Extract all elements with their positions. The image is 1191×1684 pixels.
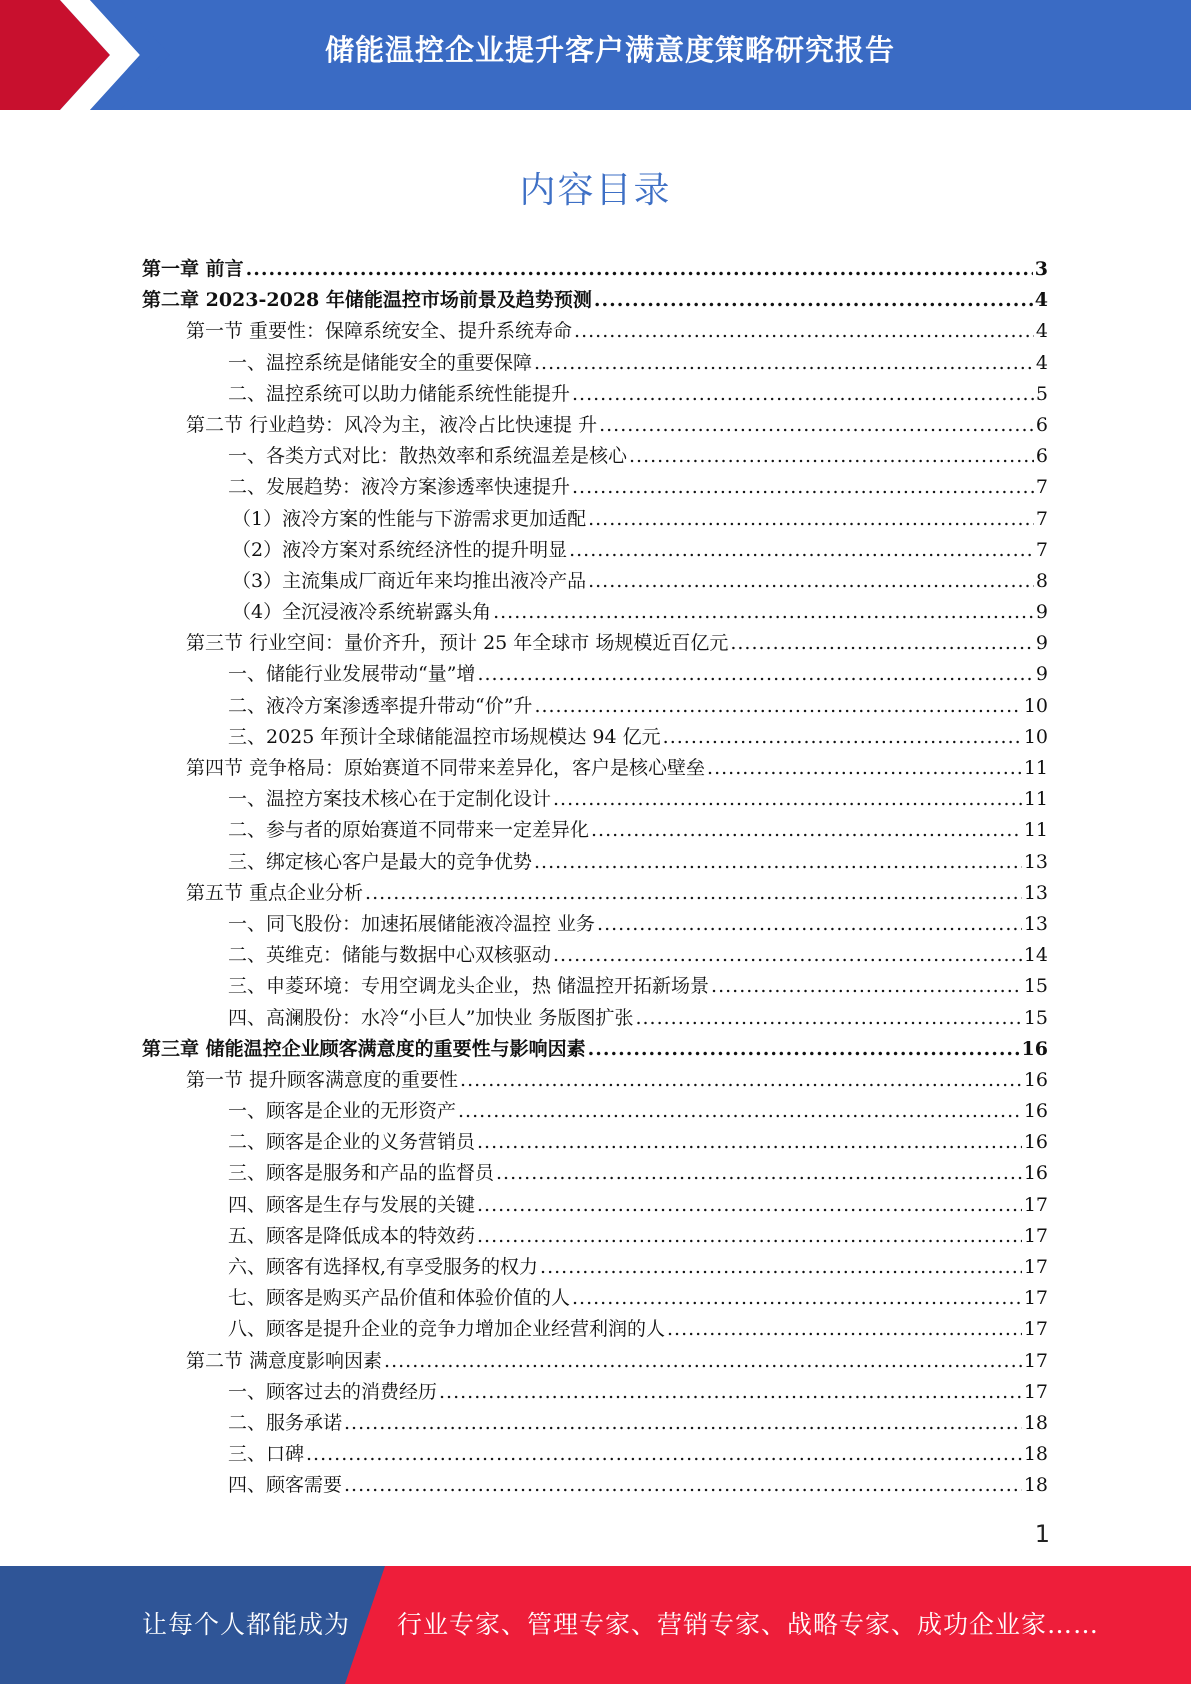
toc-leader-dots bbox=[572, 379, 1034, 410]
toc-leader-dots bbox=[629, 441, 1034, 472]
toc-entry-label: 第一章 前言 bbox=[142, 258, 244, 280]
toc-entry-page: 18 bbox=[1023, 1443, 1048, 1466]
page-footer bbox=[0, 1566, 1191, 1684]
toc-entry[interactable] bbox=[142, 1221, 1048, 1252]
toc-entry-page: 7 bbox=[1035, 507, 1048, 530]
toc-leader-dots bbox=[711, 971, 1022, 1002]
toc-entry-page: 7 bbox=[1035, 538, 1048, 561]
toc-entry-label: 第二节 满意度影响因素 bbox=[186, 1349, 383, 1372]
toc-entry-page: 17 bbox=[1023, 1287, 1048, 1310]
toc-leader-dots bbox=[534, 847, 1022, 878]
toc-entry[interactable] bbox=[142, 1003, 1048, 1034]
toc-entry-label: 六、顾客有选择权,有享受服务的权力 bbox=[228, 1256, 539, 1278]
toc-heading: 内容目录 bbox=[519, 170, 672, 211]
toc-entry[interactable] bbox=[142, 1252, 1048, 1283]
toc-entry[interactable] bbox=[142, 659, 1048, 690]
toc-entry-page: 16 bbox=[1023, 1068, 1048, 1091]
toc-entry-label: 三、顾客是服务和产品的监督员 bbox=[228, 1162, 495, 1185]
toc-leader-dots bbox=[384, 1346, 1022, 1377]
toc-entry[interactable] bbox=[142, 597, 1048, 628]
toc-entry-page: 6 bbox=[1035, 413, 1048, 436]
toc-entry[interactable] bbox=[142, 1346, 1048, 1377]
toc-entry-label: 四、顾客是生存与发展的关键 bbox=[228, 1193, 476, 1216]
toc-entry-label: 四、高澜股份：水冷“小巨人”加快业 务版图扩张 bbox=[228, 1006, 634, 1029]
page-header bbox=[0, 0, 1191, 110]
toc-entry[interactable] bbox=[142, 410, 1048, 441]
toc-entry-label: 一、顾客过去的消费经历 bbox=[228, 1380, 438, 1403]
toc-leader-dots bbox=[588, 1034, 1020, 1065]
toc-entry-page: 15 bbox=[1023, 975, 1048, 998]
toc-entry-label: 一、温控系统是储能安全的重要保障 bbox=[228, 351, 533, 374]
toc-leader-dots bbox=[667, 1314, 1022, 1345]
toc-entry-label: （1）液冷方案的性能与下游需求更加适配 bbox=[232, 507, 587, 530]
toc-entry[interactable] bbox=[142, 285, 1048, 316]
toc-leader-dots bbox=[730, 628, 1034, 659]
toc-entry-label: （4）全沉浸液冷系统崭露头角 bbox=[232, 601, 492, 624]
toc-entry[interactable] bbox=[142, 379, 1048, 410]
toc-entry-page: 15 bbox=[1023, 1006, 1048, 1029]
toc-leader-dots bbox=[534, 348, 1034, 379]
toc-leader-dots bbox=[594, 285, 1033, 316]
footer-slogan-right: 行业专家、管理专家、营销专家、战略专家、成功企业家…… bbox=[397, 1610, 1100, 1639]
toc-entry-page: 17 bbox=[1023, 1349, 1048, 1372]
toc-entry-page: 17 bbox=[1023, 1318, 1048, 1341]
toc-entry[interactable] bbox=[142, 1377, 1048, 1408]
toc-entry-page: 17 bbox=[1023, 1193, 1048, 1216]
toc-entry-page: 17 bbox=[1023, 1380, 1048, 1403]
toc-leader-dots bbox=[477, 1127, 1022, 1158]
toc-entry-page: 9 bbox=[1035, 601, 1048, 624]
toc-entry-label: （3）主流集成厂商近年来均推出液冷产品 bbox=[232, 569, 587, 592]
toc-entry[interactable] bbox=[142, 1314, 1048, 1345]
toc-entry-label: 一、顾客是企业的无形资产 bbox=[228, 1100, 457, 1123]
table-of-contents bbox=[142, 254, 1048, 1502]
toc-entry-label: 第三章 储能温控企业顾客满意度的重要性与影响因素 bbox=[142, 1037, 586, 1060]
toc-entry-page: 16 bbox=[1021, 1037, 1048, 1060]
toc-entry-label: 五、顾客是降低成本的特效药 bbox=[228, 1224, 476, 1247]
toc-entry-page: 17 bbox=[1023, 1224, 1048, 1247]
toc-entry-label: 第五节 重点企业分析 bbox=[186, 881, 364, 904]
toc-leader-dots bbox=[569, 535, 1034, 566]
toc-entry-label: 三、口碑 bbox=[228, 1443, 305, 1466]
toc-entry-page: 17 bbox=[1023, 1256, 1048, 1278]
toc-entry-label: （2）液冷方案对系统经济性的提升明显 bbox=[232, 538, 568, 561]
toc-entry[interactable] bbox=[142, 1158, 1048, 1189]
toc-entry-page: 10 bbox=[1023, 694, 1048, 717]
toc-entry-label: 三、绑定核心客户是最大的竞争优势 bbox=[228, 850, 533, 873]
toc-entry-label: 第四节 竞争格局：原始赛道不同带来差异化，客户是核心壁垒 bbox=[186, 757, 706, 779]
toc-entry-label: 三、申菱环境：专用空调龙头企业，热 储温控开拓新场景 bbox=[228, 975, 710, 998]
toc-entry[interactable] bbox=[142, 971, 1048, 1002]
toc-entry-label: 第一节 重要性：保障系统安全、提升系统寿命 bbox=[186, 320, 573, 343]
toc-leader-dots bbox=[635, 1003, 1021, 1034]
toc-entry-page: 16 bbox=[1023, 1162, 1048, 1185]
toc-leader-dots bbox=[588, 566, 1034, 597]
toc-leader-dots bbox=[344, 1470, 1022, 1501]
toc-entry[interactable] bbox=[142, 441, 1048, 472]
toc-entry-page: 9 bbox=[1035, 663, 1048, 686]
toc-entry-page: 18 bbox=[1023, 1411, 1048, 1434]
toc-leader-dots bbox=[663, 722, 1022, 753]
toc-entry[interactable] bbox=[142, 784, 1048, 815]
toc-entry[interactable] bbox=[142, 504, 1048, 535]
toc-entry-page: 6 bbox=[1035, 445, 1048, 468]
toc-leader-dots bbox=[553, 940, 1022, 971]
toc-entry[interactable] bbox=[142, 1065, 1048, 1096]
toc-entry[interactable] bbox=[142, 909, 1048, 940]
toc-entry-page: 16 bbox=[1023, 1100, 1048, 1123]
toc-entry[interactable] bbox=[142, 348, 1048, 379]
toc-entry-page: 11 bbox=[1023, 788, 1048, 811]
toc-entry-page: 13 bbox=[1023, 850, 1048, 873]
toc-leader-dots bbox=[306, 1439, 1022, 1470]
toc-leader-dots bbox=[553, 784, 1022, 815]
toc-entry-page: 8 bbox=[1035, 569, 1048, 592]
toc-entry-page: 13 bbox=[1023, 881, 1048, 904]
toc-entry[interactable] bbox=[142, 1283, 1048, 1314]
toc-entry-page: 11 bbox=[1023, 757, 1048, 779]
toc-entry-label: 一、温控方案技术核心在于定制化设计 bbox=[228, 788, 552, 811]
report-title: 储能温控企业提升客户满意度策略研究报告 bbox=[324, 33, 895, 67]
toc-entry-page: 4 bbox=[1035, 320, 1048, 343]
toc-entry[interactable] bbox=[142, 940, 1048, 971]
toc-leader-dots bbox=[458, 1096, 1022, 1127]
toc-leader-dots bbox=[572, 472, 1034, 503]
toc-entry-label: 一、同飞股份：加速拓展储能液冷温控 业务 bbox=[228, 912, 596, 935]
toc-entry-label: 第一节 提升顾客满意度的重要性 bbox=[186, 1068, 459, 1091]
toc-entry[interactable] bbox=[142, 753, 1048, 784]
toc-leader-dots bbox=[591, 815, 1022, 846]
toc-entry-label: 第二节 行业趋势：风冷为主，液冷占比快速提 升 bbox=[186, 413, 598, 436]
toc-leader-dots bbox=[588, 504, 1034, 535]
toc-entry-page: 14 bbox=[1023, 944, 1048, 967]
toc-entry-label: 三、2025 年预计全球储能温控市场规模达 94 亿元 bbox=[228, 725, 661, 748]
toc-entry-page: 11 bbox=[1023, 819, 1048, 842]
toc-entry[interactable] bbox=[142, 815, 1048, 846]
toc-entry-page: 18 bbox=[1023, 1474, 1048, 1497]
toc-leader-dots bbox=[597, 909, 1022, 940]
toc-leader-dots bbox=[365, 878, 1022, 909]
toc-entry[interactable] bbox=[142, 1470, 1048, 1501]
toc-entry-label: 四、顾客需要 bbox=[228, 1474, 343, 1497]
toc-entry[interactable] bbox=[142, 1190, 1048, 1221]
toc-entry[interactable] bbox=[142, 1127, 1048, 1158]
toc-entry[interactable] bbox=[142, 254, 1048, 285]
toc-leader-dots bbox=[477, 659, 1033, 690]
toc-entry[interactable] bbox=[142, 566, 1048, 597]
toc-leader-dots bbox=[496, 1158, 1022, 1189]
toc-entry-page: 4 bbox=[1034, 289, 1048, 312]
toc-entry-page: 13 bbox=[1023, 912, 1048, 935]
toc-leader-dots bbox=[460, 1065, 1022, 1096]
toc-entry-label: 二、顾客是企业的义务营销员 bbox=[228, 1131, 476, 1154]
toc-entry-label: 二、发展趋势：液冷方案渗透率快速提升 bbox=[228, 476, 571, 499]
toc-entry-page: 7 bbox=[1035, 476, 1048, 499]
toc-entry[interactable] bbox=[142, 878, 1048, 909]
toc-entry-label: 第二章 2023-2028 年储能温控市场前景及趋势预测 bbox=[142, 289, 592, 312]
toc-entry[interactable] bbox=[142, 691, 1048, 722]
toc-leader-dots bbox=[493, 597, 1034, 628]
footer-slogan-left: 让每个人都能成为 bbox=[142, 1610, 351, 1639]
toc-leader-dots bbox=[572, 1283, 1022, 1314]
toc-leader-dots bbox=[574, 316, 1034, 347]
toc-entry-label: 第三节 行业空间：量价齐升，预计 25 年全球市 场规模近百亿元 bbox=[186, 632, 729, 655]
toc-entry[interactable] bbox=[142, 535, 1048, 566]
toc-leader-dots bbox=[477, 1190, 1022, 1221]
toc-leader-dots bbox=[246, 254, 1033, 285]
toc-leader-dots bbox=[707, 753, 1022, 784]
toc-leader-dots bbox=[534, 691, 1021, 722]
toc-entry-label: 二、英维克：储能与数据中心双核驱动 bbox=[228, 944, 552, 967]
toc-entry[interactable] bbox=[142, 472, 1048, 503]
toc-entry[interactable] bbox=[142, 628, 1048, 659]
toc-entry-page: 10 bbox=[1023, 725, 1048, 748]
toc-entry-label: 二、温控系统可以助力储能系统性能提升 bbox=[228, 382, 571, 405]
toc-leader-dots bbox=[477, 1221, 1022, 1252]
toc-entry-page: 9 bbox=[1035, 632, 1048, 655]
toc-entry-page: 3 bbox=[1034, 258, 1048, 280]
toc-entry[interactable] bbox=[142, 1408, 1048, 1439]
toc-entry-label: 七、顾客是购买产品价值和体验价值的人 bbox=[228, 1287, 571, 1310]
toc-entry-page: 5 bbox=[1035, 382, 1048, 405]
toc-entry[interactable] bbox=[142, 1034, 1048, 1065]
toc-entry-label: 一、各类方式对比：散热效率和系统温差是核心 bbox=[228, 445, 628, 468]
toc-entry-label: 一、储能行业发展带动“量”增 bbox=[228, 663, 476, 686]
toc-leader-dots bbox=[439, 1377, 1022, 1408]
toc-leader-dots bbox=[540, 1252, 1022, 1283]
toc-entry-page: 4 bbox=[1035, 351, 1048, 374]
toc-leader-dots bbox=[599, 410, 1034, 441]
toc-entry[interactable] bbox=[142, 722, 1048, 753]
toc-entry[interactable] bbox=[142, 1096, 1048, 1127]
toc-entry[interactable] bbox=[142, 316, 1048, 347]
toc-entry-label: 八、顾客是提升企业的竞争力增加企业经营利润的人 bbox=[228, 1318, 666, 1341]
toc-entry[interactable] bbox=[142, 847, 1048, 878]
toc-entry-label: 二、服务承诺 bbox=[228, 1411, 343, 1434]
toc-entry-label: 二、参与者的原始赛道不同带来一定差异化 bbox=[228, 819, 590, 842]
toc-leader-dots bbox=[344, 1408, 1022, 1439]
toc-entry-page: 16 bbox=[1023, 1131, 1048, 1154]
toc-entry-label: 二、液冷方案渗透率提升带动“价”升 bbox=[228, 694, 533, 717]
page-number: 1 bbox=[1034, 1520, 1050, 1548]
toc-entry[interactable] bbox=[142, 1439, 1048, 1470]
